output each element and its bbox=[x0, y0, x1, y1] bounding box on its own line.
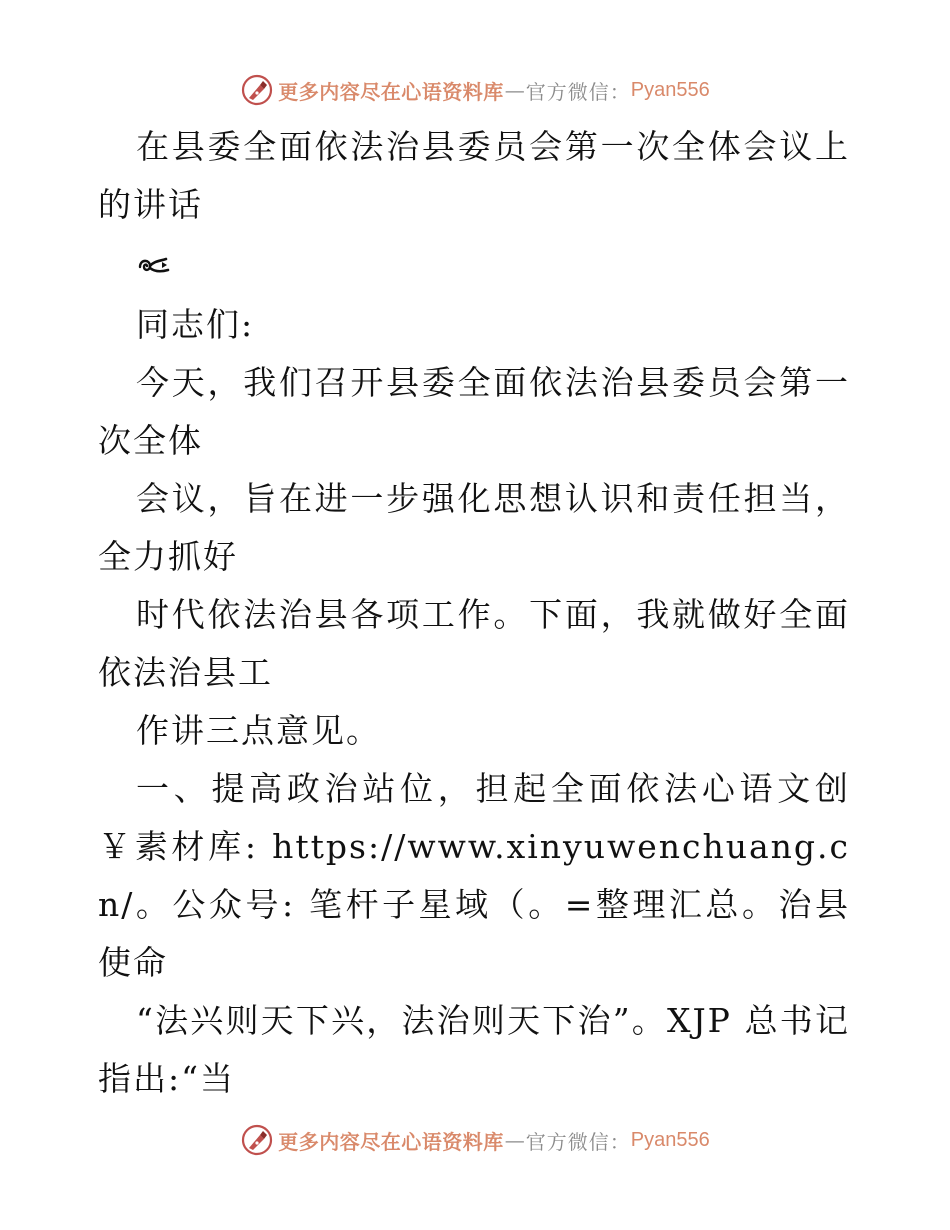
banner-text: 更多内容尽在心语资料库 bbox=[278, 79, 504, 104]
banner-wechat-id: Pyan556 bbox=[630, 78, 710, 101]
banner-text: 更多内容尽在心语资料库 bbox=[278, 1129, 504, 1154]
banner-wechat-label: 官方微信： bbox=[525, 1129, 631, 1154]
paragraph-1: 今天，我们召开县委全面依法治县委员会第一次全体 bbox=[98, 363, 850, 460]
flourish-ornament-icon bbox=[136, 255, 172, 274]
paragraph-greeting: 同志们: bbox=[136, 305, 255, 344]
footer-banner bbox=[0, 1120, 950, 1160]
paragraph-quote: “法兴则天下兴，法治则天下治”。XJP 总书记指出:“当 bbox=[98, 1001, 850, 1098]
banner-separator: — bbox=[504, 1128, 525, 1152]
pen-nib-logo-icon bbox=[240, 73, 274, 107]
pen-nib-logo-icon bbox=[240, 1123, 274, 1157]
banner-wechat-label: 官方微信： bbox=[525, 79, 631, 104]
document-title: 在县委全面依法治县委员会第一次全体会议上的讲话 bbox=[98, 127, 850, 224]
document-body bbox=[98, 118, 850, 1108]
header-banner bbox=[0, 70, 950, 110]
paragraph-3: 时代依法治县各项工作。下面，我就做好全面依法治县工 bbox=[98, 595, 850, 692]
flourish-ornament bbox=[98, 234, 850, 296]
section-heading-1: 一、提高政治站位，担起全面依法心语文创￥素材库: https://www.xinyuwenchuang.cn/。公众号: 笔杆子星域（。=整理汇总。治县使命 bbox=[98, 769, 850, 982]
paragraph-4: 作讲三点意见。 bbox=[136, 711, 381, 750]
banner-wechat-id: Pyan556 bbox=[630, 1128, 710, 1151]
paragraph-2: 会议，旨在进一步强化思想认识和责任担当，全力抓好 bbox=[98, 479, 850, 576]
banner-separator: — bbox=[504, 78, 525, 102]
